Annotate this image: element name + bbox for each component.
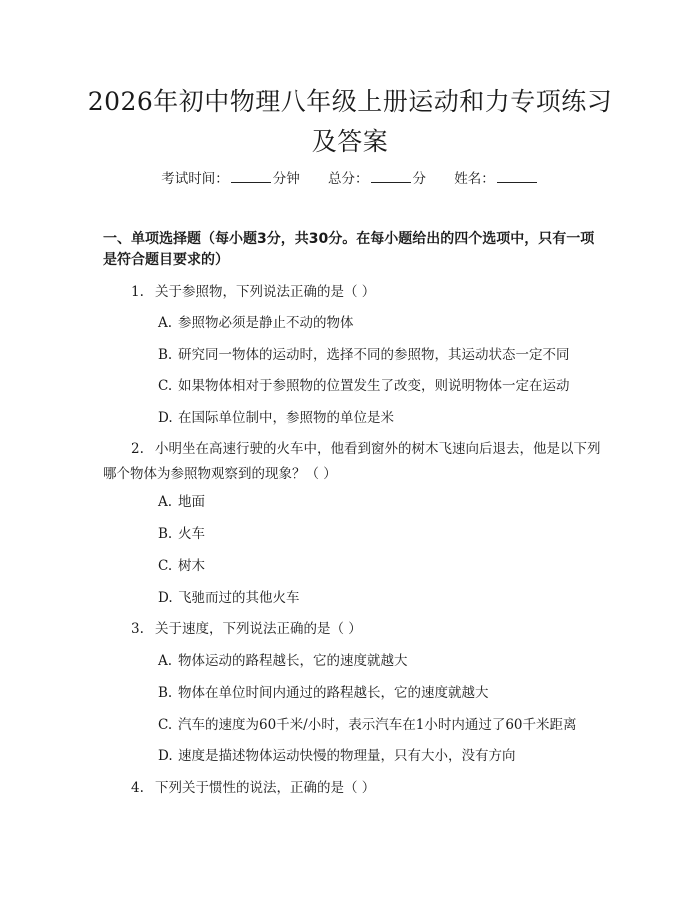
question-3 bbox=[103, 617, 608, 642]
question-number: 3. bbox=[131, 621, 144, 637]
option-letter: C. bbox=[158, 378, 173, 394]
option-letter: B. bbox=[158, 526, 173, 542]
question-1-option-d bbox=[158, 408, 608, 428]
question-1 bbox=[103, 280, 608, 305]
option-text: 物体运动的路程越长，它的速度就越大 bbox=[178, 653, 408, 669]
question-4 bbox=[103, 776, 608, 801]
option-letter: A. bbox=[158, 653, 173, 669]
question-1-option-b bbox=[158, 345, 608, 365]
question-1-option-a bbox=[158, 313, 608, 333]
exam-meta-line bbox=[0, 169, 700, 189]
question-2-option-b bbox=[158, 524, 608, 544]
option-text: 地面 bbox=[178, 494, 205, 510]
option-text: 参照物必须是静止不动的物体 bbox=[178, 315, 354, 331]
option-letter: A. bbox=[158, 315, 173, 331]
question-3-option-d bbox=[158, 746, 608, 766]
total-score-field bbox=[328, 169, 426, 189]
question-2 bbox=[103, 437, 608, 487]
option-letter: B. bbox=[158, 685, 173, 701]
question-3-option-b bbox=[158, 683, 608, 703]
option-letter: C. bbox=[158, 558, 173, 574]
total-score-label: 总分： bbox=[328, 171, 369, 187]
option-text: 火车 bbox=[178, 526, 205, 542]
question-3-option-c bbox=[158, 715, 608, 735]
question-text: 关于速度，下列说法正确的是（ ） bbox=[155, 621, 362, 637]
question-number: 1. bbox=[131, 284, 144, 300]
option-letter: C. bbox=[158, 717, 173, 733]
question-number: 4. bbox=[131, 780, 144, 796]
total-score-blank bbox=[371, 170, 411, 183]
question-text: 小明坐在高速行驶的火车中，他看到窗外的树木飞速向后退去，他是以下列哪个物体为参照物观察到的现象？（ ） bbox=[103, 441, 601, 482]
option-letter: D. bbox=[158, 410, 173, 426]
student-name-field bbox=[454, 169, 539, 189]
exam-time-label: 考试时间： bbox=[161, 171, 229, 187]
option-letter: D. bbox=[158, 748, 173, 764]
question-2-option-c bbox=[158, 556, 608, 576]
total-score-unit: 分 bbox=[412, 171, 426, 187]
exam-time-field bbox=[161, 169, 300, 189]
question-2-option-d bbox=[158, 588, 608, 608]
option-text: 汽车的速度为60千米/小时，表示汽车在1小时内通过了60千米距离 bbox=[178, 717, 577, 733]
option-text: 研究同一物体的运动时，选择不同的参照物，其运动状态一定不同 bbox=[178, 347, 570, 363]
student-name-blank bbox=[497, 170, 537, 183]
option-letter: A. bbox=[158, 494, 173, 510]
question-text: 下列关于惯性的说法，正确的是（ ） bbox=[155, 780, 376, 796]
question-number: 2. bbox=[131, 441, 144, 457]
option-letter: B. bbox=[158, 347, 173, 363]
student-name-label: 姓名： bbox=[454, 171, 495, 187]
question-2-option-a bbox=[158, 492, 608, 512]
section-heading-single-choice: 一、单项选择题（每小题3分，共30分。在每小题给出的四个选项中，只有一项是符合题目要求的） bbox=[103, 231, 595, 268]
document-title: 2026年初中物理八年级上册运动和力专项练习及答案 bbox=[87, 87, 613, 156]
option-text: 在国际单位制中，参照物的单位是米 bbox=[178, 410, 394, 426]
exam-time-unit: 分钟 bbox=[272, 171, 300, 187]
option-text: 如果物体相对于参照物的位置发生了改变，则说明物体一定在运动 bbox=[178, 378, 570, 394]
option-text: 物体在单位时间内通过的路程越长，它的速度就越大 bbox=[178, 685, 489, 701]
option-text: 树木 bbox=[178, 558, 205, 574]
question-3-option-a bbox=[158, 651, 608, 671]
option-letter: D. bbox=[158, 590, 173, 606]
exam-time-blank bbox=[231, 170, 271, 183]
question-1-option-c bbox=[158, 376, 608, 396]
option-text: 飞驰而过的其他火车 bbox=[178, 590, 300, 606]
question-text: 关于参照物，下列说法正确的是（ ） bbox=[155, 284, 376, 300]
option-text: 速度是描述物体运动快慢的物理量，只有大小，没有方向 bbox=[178, 748, 516, 764]
